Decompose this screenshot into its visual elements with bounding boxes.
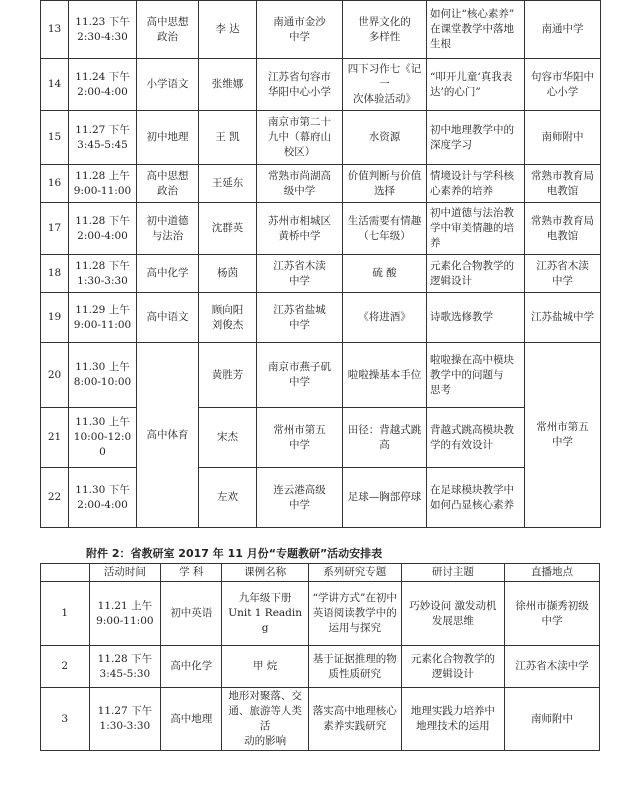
school: 连云港高级 中学	[257, 468, 343, 528]
research-topic: 诗歌选修教学	[427, 293, 525, 343]
table-row	[41, 343, 601, 408]
activity-time: 11.28 下午 2:00-4:00	[69, 203, 137, 255]
row-number: 14	[41, 59, 69, 111]
topic: 元素化合物教学的 逻辑设计	[401, 646, 504, 688]
table-row	[41, 1, 601, 59]
school: 江苏省木渎 中学	[257, 255, 343, 293]
venue: 江苏省木渎中学	[505, 646, 600, 688]
table-row	[41, 111, 601, 165]
teacher: 李 达	[199, 1, 257, 59]
lesson-name: 《将进酒》	[343, 293, 427, 343]
school: 苏州市相城区 黄桥中学	[257, 203, 343, 255]
school: 常州市第五 中学	[257, 408, 343, 468]
table-row	[41, 408, 601, 468]
column-header: 系列研究专题	[308, 564, 401, 582]
table-row	[41, 203, 601, 255]
research-topic: 在足球模块教学中 如何凸显核心素养	[427, 468, 525, 528]
subject: 高中地理	[161, 688, 222, 751]
research-topic: “叩开儿童‘真我表 达’的心门”	[427, 59, 525, 111]
row-number: 20	[41, 343, 69, 408]
teacher: 宋杰	[199, 408, 257, 468]
broadcast-venue: 常州市第五 中学	[525, 343, 601, 528]
subject: 高中语文	[137, 293, 199, 343]
column-header: 学 科	[161, 564, 222, 582]
lesson-name: 足球—胸部停球	[343, 468, 427, 528]
lesson-name: 田径：背越式跳高	[343, 408, 427, 468]
activity-time: 11.29 上午 9:00-11:00	[69, 293, 137, 343]
lesson-name: 硫 酸	[343, 255, 427, 293]
lesson-name: 啦啦操基本手位	[343, 343, 427, 408]
row-number: 13	[41, 1, 69, 59]
row-number: 15	[41, 111, 69, 165]
table-row	[41, 582, 600, 646]
school: 南京市第二十 九中（幕府山 校区）	[257, 111, 343, 165]
subject: 高中化学	[137, 255, 199, 293]
topic: 地理实践力培养中 地理技术的运用	[401, 688, 504, 751]
research-topic: 初中道德与法治教 学中审美情趣的培 养	[427, 203, 525, 255]
teacher: 杨茵	[199, 255, 257, 293]
lesson-name: 价值判断与价值 选择	[343, 165, 427, 203]
teacher: 顾向阳 刘俊杰	[199, 293, 257, 343]
subject: 高中思想 政治	[137, 1, 199, 59]
lesson: 九年级下册 Unit 1 Reading	[222, 582, 308, 646]
teacher: 张维娜	[199, 59, 257, 111]
time: 11.21 上午 9:00-11:00	[89, 582, 161, 646]
subject: 高中体育	[137, 343, 199, 528]
broadcast-venue: 句容市华阳中 心小学	[525, 59, 601, 111]
row-number: 1	[41, 582, 90, 646]
table2-caption: 附件 2：省教研室 2017 年 11 月份“专题教研”活动安排表	[86, 547, 383, 560]
teacher: 沈群英	[199, 203, 257, 255]
subject: 高中化学	[161, 646, 222, 688]
research-topic: 啦啦操在高中模块 教学中的问题与 思考	[427, 343, 525, 408]
broadcast-venue: 江苏省木渎 中学	[525, 255, 601, 293]
school: 江苏省盐城 中学	[257, 293, 343, 343]
table-row	[41, 255, 601, 293]
lesson: 甲 烷	[222, 646, 308, 688]
table-row	[41, 293, 601, 343]
subject: 高中思想 政治	[137, 165, 199, 203]
lesson-name: 水资源	[343, 111, 427, 165]
row-number: 2	[41, 646, 90, 688]
table-row	[41, 165, 601, 203]
schedule-table-1	[40, 0, 601, 528]
series: 基于证据推理的物 质性质研究	[308, 646, 401, 688]
teacher: 王 凯	[199, 111, 257, 165]
activity-time: 11.23 下午 2:30-4:30	[69, 1, 137, 59]
table2-header-row	[41, 564, 600, 582]
row-number: 16	[41, 165, 69, 203]
lesson: 地形对聚落、交 通、旅游等人类活 动的影响	[222, 688, 308, 751]
broadcast-venue: 常熟市教育局 电教馆	[525, 165, 601, 203]
school: 南京市燕子矶 中学	[257, 343, 343, 408]
broadcast-venue: 江苏盐城中学	[525, 293, 601, 343]
schedule-table-2	[40, 563, 600, 751]
column-header	[41, 564, 90, 582]
activity-time: 11.30 上午 8:00-10:00	[69, 343, 137, 408]
table-row	[41, 688, 600, 751]
table-row	[41, 468, 601, 528]
subject: 小学语文	[137, 59, 199, 111]
teacher: 王延东	[199, 165, 257, 203]
teacher: 黄胜芳	[199, 343, 257, 408]
broadcast-venue: 常熟市教育局 电教馆	[525, 203, 601, 255]
venue: 南师附中	[505, 688, 600, 751]
table-row	[41, 59, 601, 111]
lesson-name: 四下习作七《记一 次体验活动》	[343, 59, 427, 111]
school: 南通市金沙 中学	[257, 1, 343, 59]
lesson-name: 世界文化的 多样性	[343, 1, 427, 59]
topic: 巧妙设问 激发动机 发展思维	[401, 582, 504, 646]
activity-time: 11.24 下午 2:00-4:00	[69, 59, 137, 111]
activity-time: 11.30 下午 2:00-4:00	[69, 468, 137, 528]
row-number: 18	[41, 255, 69, 293]
activity-time: 11.30 上午 10:00-12:00	[69, 408, 137, 468]
time: 11.28 下午 3:45-5:30	[89, 646, 161, 688]
school: 江苏省句容市 华阳中心小学	[257, 59, 343, 111]
column-header: 研讨主题	[401, 564, 504, 582]
activity-time: 11.27 下午 3:45-5:45	[69, 111, 137, 165]
subject: 初中英语	[161, 582, 222, 646]
broadcast-venue: 南师附中	[525, 111, 601, 165]
row-number: 22	[41, 468, 69, 528]
subject: 初中地理	[137, 111, 199, 165]
row-number: 21	[41, 408, 69, 468]
table-row	[41, 646, 600, 688]
lesson-name: 生活需要有情趣 （七年级）	[343, 203, 427, 255]
research-topic: 初中地理教学中的 深度学习	[427, 111, 525, 165]
column-header: 课例名称	[222, 564, 308, 582]
series: 落实高中地理核心 素养实践研究	[308, 688, 401, 751]
activity-time: 11.28 上午 9:00-11:00	[69, 165, 137, 203]
research-topic: 背越式跳高模块教 学的有效设计	[427, 408, 525, 468]
row-number: 3	[41, 688, 90, 751]
time: 11.27 下午 1:30-3:30	[89, 688, 161, 751]
column-header: 直播地点	[505, 564, 600, 582]
school: 常熟市尚湖高 级中学	[257, 165, 343, 203]
column-header: 活动时间	[89, 564, 161, 582]
research-topic: 如何让“核心素养” 在课堂教学中落地 生根	[427, 1, 525, 59]
activity-time: 11.28 下午 1:30-3:30	[69, 255, 137, 293]
row-number: 19	[41, 293, 69, 343]
teacher: 左欢	[199, 468, 257, 528]
research-topic: 元素化合物教学的 逻辑设计	[427, 255, 525, 293]
venue: 徐州市撷秀初级 中学	[505, 582, 600, 646]
row-number: 17	[41, 203, 69, 255]
research-topic: 情境设计与学科核 心素养的培养	[427, 165, 525, 203]
broadcast-venue: 南通中学	[525, 1, 601, 59]
series: “学讲方式”在初中 英语阅读教学中的 运用与探究	[308, 582, 401, 646]
subject: 初中道德 与法治	[137, 203, 199, 255]
